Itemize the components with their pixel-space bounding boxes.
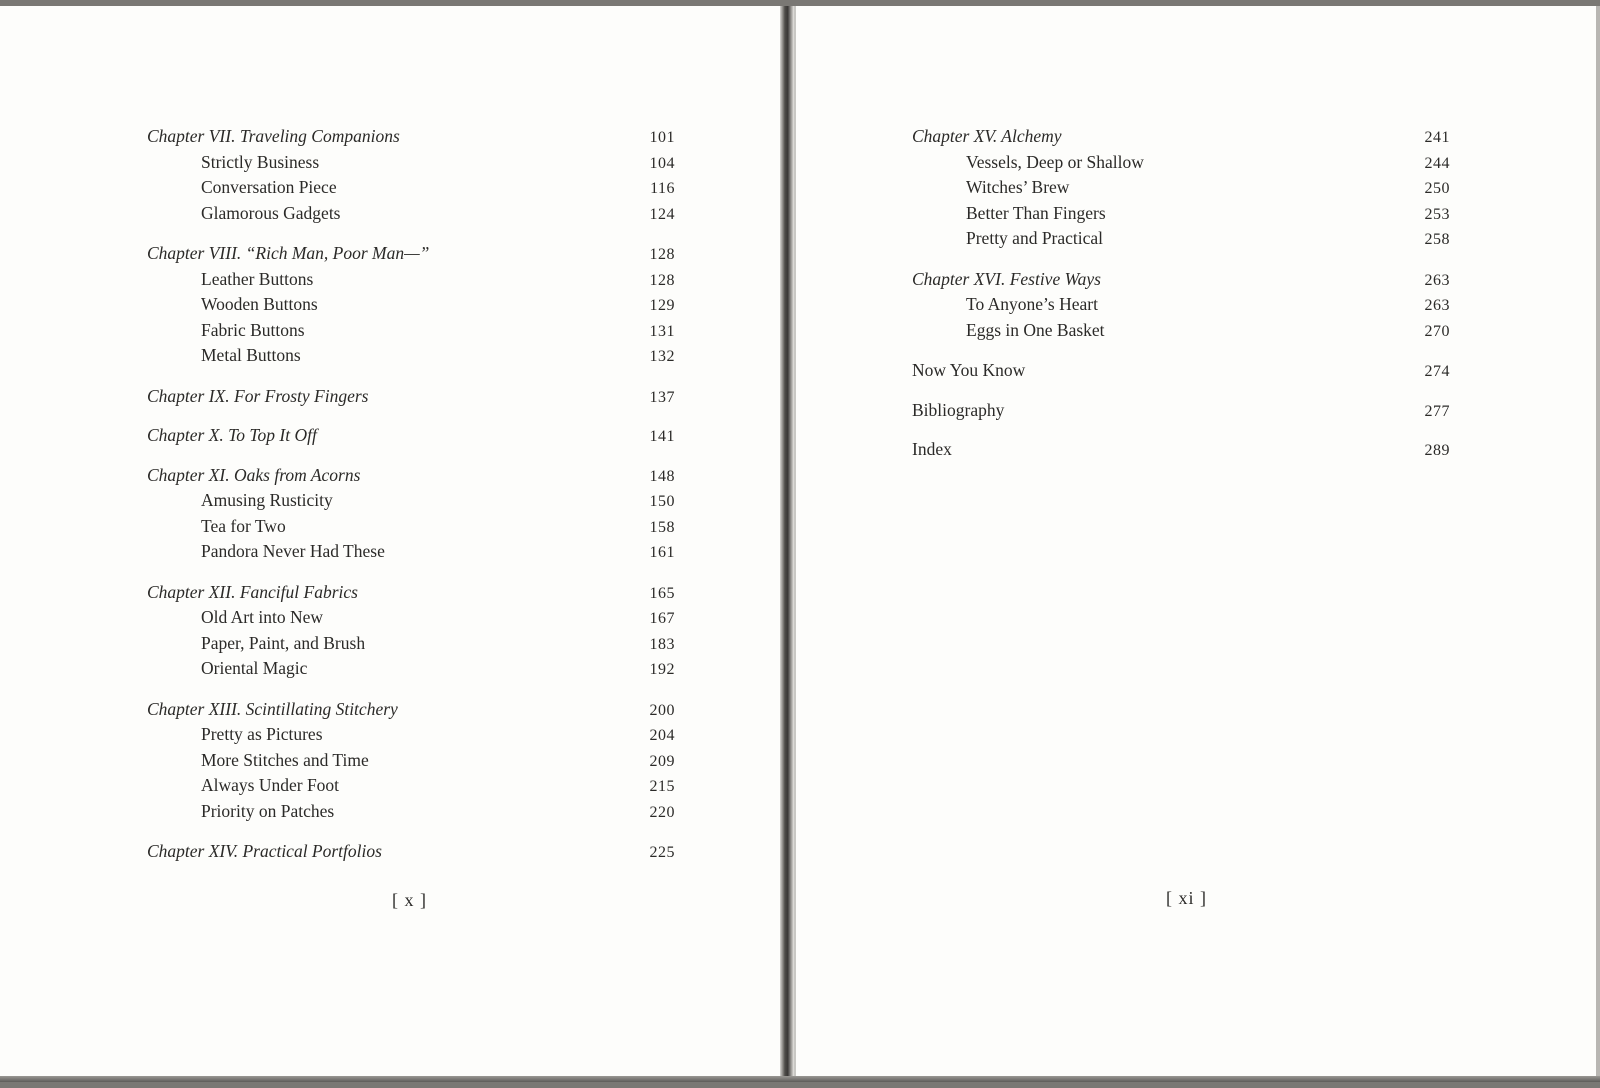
- section-title: Priority on Patches: [201, 800, 335, 821]
- toc-back-matter-row: [912, 398, 1450, 424]
- page-number: 101: [649, 129, 675, 146]
- page-number: 200: [649, 701, 675, 719]
- left-page: [0, 6, 780, 1082]
- section-title: Eggs in One Basket: [966, 319, 1105, 340]
- page-number: 131: [649, 322, 675, 340]
- toc-section-row: [147, 343, 675, 369]
- section-title: Always Under Foot: [201, 775, 340, 795]
- right-page: [794, 6, 1600, 1082]
- book-gutter: [780, 6, 794, 1082]
- section-title: Glamorous Gadgets: [201, 202, 341, 223]
- page-number: 104: [649, 154, 675, 172]
- chapter-title: Chapter XI. Oaks from Acorns: [147, 464, 361, 485]
- toc-section-row: [147, 201, 675, 227]
- toc-back-matter-row: [912, 358, 1450, 384]
- section-title: Strictly Business: [201, 151, 320, 172]
- page-number: 258: [1424, 231, 1450, 248]
- section-title: More Stitches and Time: [201, 749, 369, 770]
- section-title: Witches’ Brew: [966, 177, 1070, 197]
- toc-section-row: [147, 631, 675, 657]
- toc-section-row: [147, 656, 675, 682]
- toc-back-matter-group: [912, 437, 1450, 463]
- toc-chapter-group: [147, 124, 675, 226]
- toc-section-row: [912, 150, 1450, 176]
- page-number: 183: [649, 635, 675, 653]
- section-title: Pandora Never Had These: [201, 541, 385, 561]
- table-of-contents-left: [147, 124, 675, 879]
- toc-chapter-row: [912, 124, 1450, 150]
- page-number: 209: [649, 752, 675, 770]
- toc-chapter-row: [147, 241, 675, 267]
- page-number: 270: [1424, 322, 1450, 340]
- toc-section-row: [147, 722, 675, 748]
- toc-chapter-group: [147, 839, 675, 865]
- chapter-title: Chapter XIII. Scintillating Stitchery: [147, 698, 398, 719]
- page-number: 274: [1424, 363, 1450, 380]
- toc-chapter-group: [147, 384, 675, 410]
- chapter-title: Chapter VII. Traveling Companions: [147, 126, 400, 146]
- section-title: Pretty as Pictures: [201, 724, 323, 744]
- toc-section-row: [147, 292, 675, 318]
- toc-section-row: [147, 514, 675, 540]
- page-edge: [1596, 6, 1600, 1082]
- toc-chapter-group: [147, 697, 675, 825]
- toc-back-matter-group: [912, 398, 1450, 424]
- page-number: 289: [1424, 442, 1450, 459]
- section-title: Oriental Magic: [201, 658, 308, 678]
- page-folio-left: [ x ]: [392, 890, 427, 910]
- page-number: 244: [1424, 154, 1450, 172]
- toc-chapter-row: [147, 124, 675, 150]
- section-title: Vessels, Deep or Shallow: [966, 151, 1144, 172]
- section-title: Old Art into New: [201, 607, 324, 627]
- toc-section-row: [147, 539, 675, 565]
- page-number: 277: [1424, 402, 1450, 420]
- back-matter-title: Index: [912, 439, 952, 459]
- toc-section-row: [912, 201, 1450, 227]
- page-number: 150: [649, 493, 675, 510]
- page-number: 250: [1424, 180, 1450, 197]
- toc-section-row: [147, 150, 675, 176]
- toc-chapter-row: [147, 839, 675, 865]
- toc-section-row: [147, 488, 675, 514]
- toc-section-row: [912, 318, 1450, 344]
- page-number: 141: [649, 428, 675, 445]
- toc-section-row: [147, 748, 675, 774]
- toc-section-row: [147, 318, 675, 344]
- chapter-title: Chapter XV. Alchemy: [912, 126, 1062, 146]
- page-number: 165: [649, 584, 675, 602]
- section-title: Leather Buttons: [201, 268, 314, 289]
- chapter-title: Chapter IX. For Frosty Fingers: [147, 385, 369, 406]
- toc-section-row: [147, 773, 675, 799]
- back-matter-title: Now You Know: [912, 360, 1026, 380]
- page-number: 137: [649, 388, 675, 406]
- section-title: Pretty and Practical: [966, 228, 1104, 248]
- page-number: 148: [649, 467, 675, 485]
- toc-section-row: [912, 175, 1450, 201]
- toc-chapter-row: [147, 580, 675, 606]
- section-title: Better Than Fingers: [966, 202, 1106, 223]
- toc-chapter-group: [147, 463, 675, 565]
- section-title: Tea for Two: [201, 515, 286, 536]
- toc-chapter-group: [147, 580, 675, 682]
- page-number: 253: [1424, 205, 1450, 223]
- section-title: Amusing Rusticity: [201, 490, 333, 510]
- toc-section-row: [912, 226, 1450, 252]
- toc-section-row: [912, 292, 1450, 318]
- section-title: Wooden Buttons: [201, 294, 318, 314]
- table-of-contents-right: [912, 124, 1450, 477]
- page-number: 241: [1424, 129, 1450, 146]
- page-number: 263: [1424, 271, 1450, 289]
- chapter-title: Chapter XII. Fanciful Fabrics: [147, 581, 358, 602]
- page-number: 192: [649, 661, 675, 678]
- section-title: Conversation Piece: [201, 177, 337, 197]
- toc-chapter-row: [147, 463, 675, 489]
- chapter-title: Chapter X. To Top It Off: [147, 425, 317, 445]
- book-spread: [0, 6, 1600, 1082]
- toc-section-row: [147, 799, 675, 825]
- page-number: 116: [650, 180, 675, 197]
- page-number: 158: [649, 518, 675, 536]
- page-number: 220: [649, 803, 675, 821]
- chapter-title: Chapter XVI. Festive Ways: [912, 268, 1101, 289]
- toc-chapter-group: [147, 241, 675, 369]
- section-title: To Anyone’s Heart: [966, 294, 1098, 314]
- page-number: 161: [649, 544, 675, 561]
- page-number: 263: [1424, 297, 1450, 314]
- toc-chapter-row: [147, 423, 675, 449]
- page-number: 124: [649, 205, 675, 223]
- page-number: 128: [649, 246, 675, 263]
- page-number: 215: [649, 778, 675, 795]
- toc-section-row: [147, 267, 675, 293]
- section-title: Metal Buttons: [201, 345, 301, 365]
- page-folio-right: [ xi ]: [1166, 888, 1207, 908]
- page-number: 129: [649, 297, 675, 314]
- back-matter-title: Bibliography: [912, 399, 1005, 420]
- toc-chapter-group: [912, 124, 1450, 252]
- page-number: 132: [649, 348, 675, 365]
- page-number: 225: [649, 844, 675, 861]
- page-number: 204: [649, 727, 675, 744]
- toc-chapter-group: [912, 267, 1450, 344]
- toc-chapter-row: [912, 267, 1450, 293]
- chapter-title: Chapter VIII. “Rich Man, Poor Man—”: [147, 243, 430, 263]
- cover-edge: [0, 1076, 1600, 1082]
- page-number: 167: [649, 610, 675, 627]
- section-title: Paper, Paint, and Brush: [201, 632, 366, 653]
- toc-section-row: [147, 175, 675, 201]
- toc-section-row: [147, 605, 675, 631]
- toc-chapter-row: [147, 384, 675, 410]
- toc-back-matter-group: [912, 358, 1450, 384]
- page-number: 128: [649, 271, 675, 289]
- toc-chapter-row: [147, 697, 675, 723]
- section-title: Fabric Buttons: [201, 319, 305, 340]
- chapter-title: Chapter XIV. Practical Portfolios: [147, 841, 382, 861]
- toc-chapter-group: [147, 423, 675, 449]
- toc-back-matter-row: [912, 437, 1450, 463]
